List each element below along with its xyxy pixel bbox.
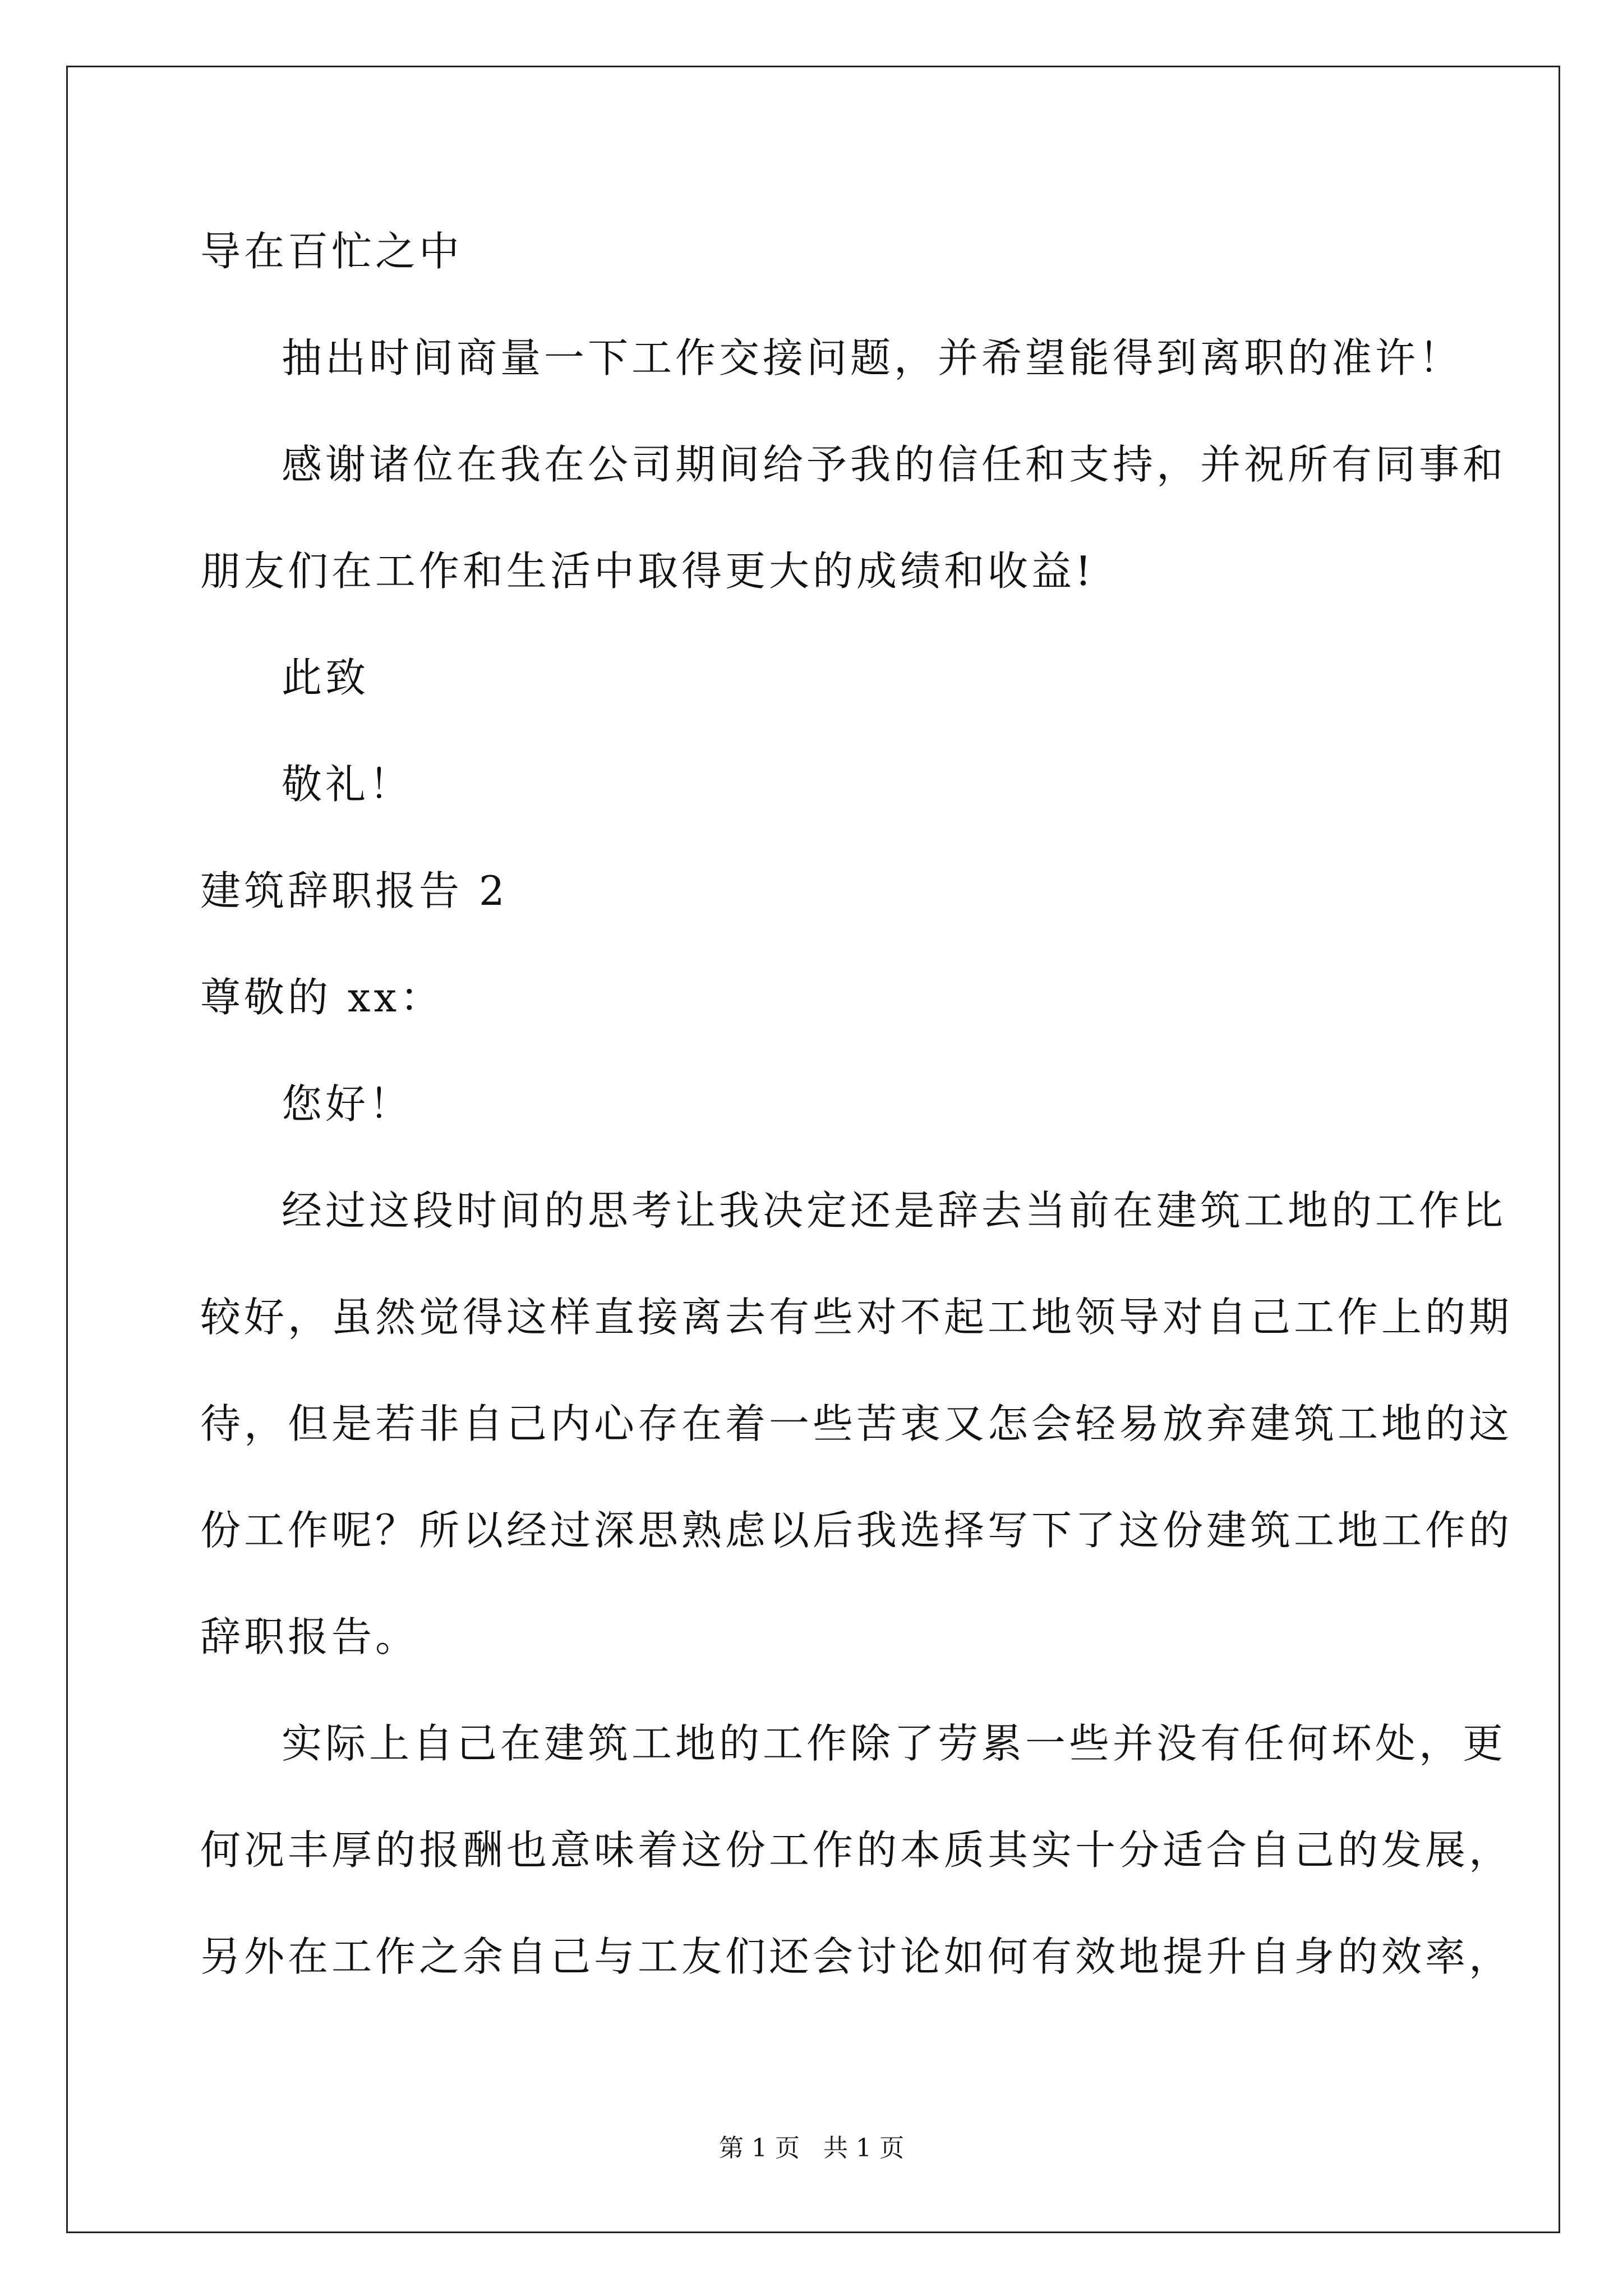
page-footer: 第 1 页 共 1 页 <box>719 2134 904 2162</box>
text-line-3: 感谢诸位在我在公司期间给予我的信任和支持，并祝所有同事和 <box>282 441 1507 488</box>
greeting: 您好！ <box>282 1080 413 1128</box>
text-line-17: 另外在工作之余自己与工友们还会讨论如何有效地提升自身的效率， <box>200 1933 1513 1980</box>
text-line-15: 实际上自己在建筑工地的工作除了劳累一些并没有任何坏处，更 <box>282 1720 1507 1767</box>
text-line-14: 辞职报告。 <box>200 1613 419 1660</box>
text-line-12: 待，但是若非自己内心存在着一些苦衷又怎会轻易放弃建筑工地的这 <box>200 1400 1513 1447</box>
text-line-1: 导在百忙之中 <box>200 228 463 275</box>
text-line-4: 朋友们在工作和生活中取得更大的成绩和收益! <box>200 547 1095 595</box>
text-line-13: 份工作呢？所以经过深思熟虑以后我选择写下了这份建筑工地工作的 <box>200 1507 1513 1554</box>
page-border <box>66 66 1560 2233</box>
text-line-16: 何况丰厚的报酬也意味着这份工作的本质其实十分适合自己的发展， <box>200 1826 1513 1874</box>
section-heading: 建筑辞职报告 2 <box>200 867 508 914</box>
text-line-5: 此致 <box>282 654 370 701</box>
text-line-11: 较好，虽然觉得这样直接离去有些对不起工地领导对自己工作上的期 <box>200 1294 1513 1341</box>
salutation: 尊敬的 xx： <box>200 974 444 1021</box>
text-line-2: 抽出时间商量一下工作交接问题，并希望能得到离职的准许！ <box>282 334 1463 381</box>
text-line-10: 经过这段时间的思考让我决定还是辞去当前在建筑工地的工作比 <box>282 1187 1507 1234</box>
text-line-6: 敬礼！ <box>282 761 413 808</box>
